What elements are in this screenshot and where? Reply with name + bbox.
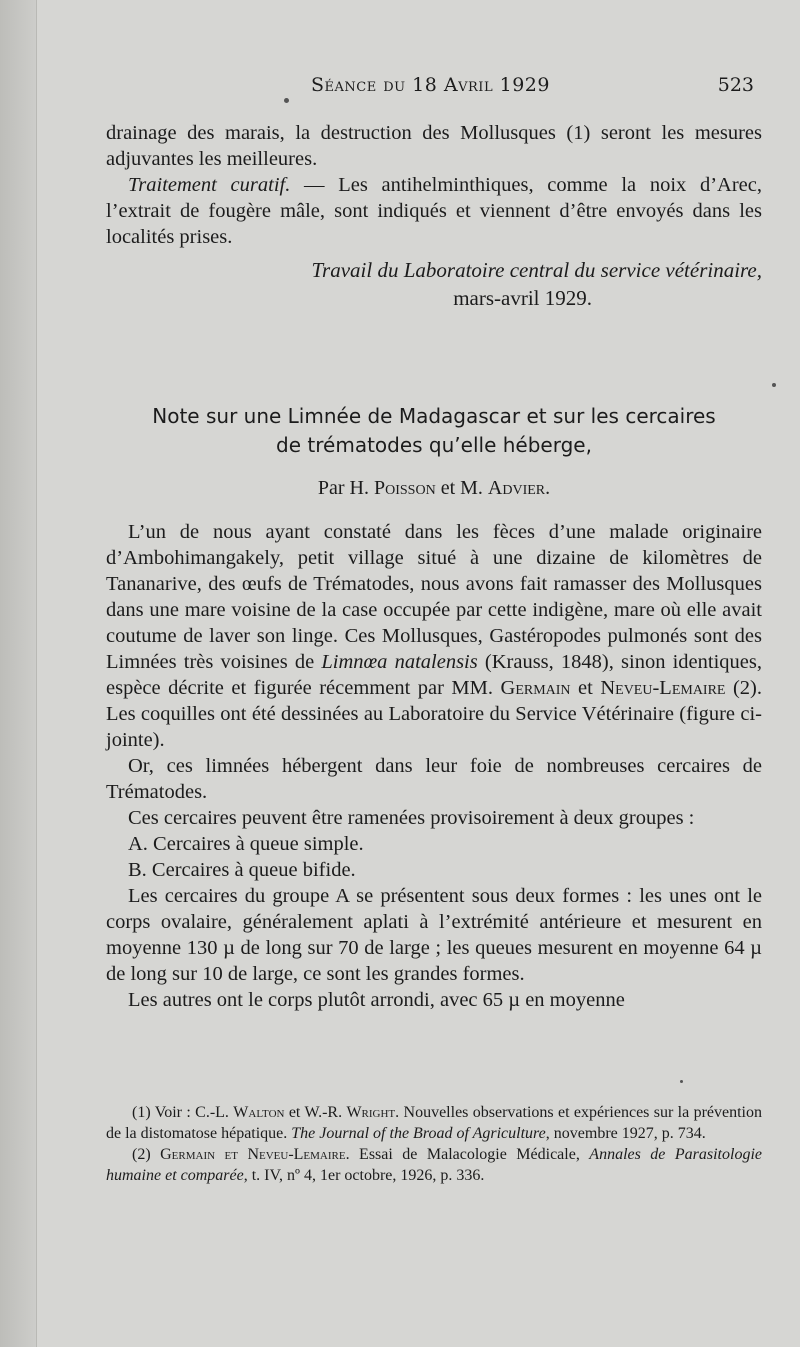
article-authors [106,477,762,500]
group-b-item: B. Cercaires à queue bifide. [128,859,356,881]
treatment-paragraph [106,172,762,250]
running-title-day: 18 [412,74,438,96]
fn2-authors: Germain et Neveu-Lemaire [160,1146,346,1163]
running-title [311,74,550,96]
article-title-line-1: Note sur une Limnée de Madagascar et sur les cercaires [152,404,716,428]
article-title [106,402,762,460]
page-binding-shadow [0,0,36,1347]
group-a-item: A. Cercaires à queue simple. [128,833,364,855]
running-title-prefix: Séance du [311,74,406,96]
p1-text-c: et [570,677,601,699]
ink-speck [284,98,289,103]
fn2-text-a: (2) [132,1146,161,1163]
p1-text-a: L’un de nous ayant constaté dans les fèces d’une malade originaire d’Ambohimangakely, petit village situé à une dizaine de kilomètres de Tananarive, des œufs de Trématodes, nous avons fait ramasser des Mollusques dans une mare voisine de la case occupée par cette indigène, mare où elle avait coutume de laver son linge. Ces Mollusques, Gastéropodes pulmonés sont des Limnées très voisines de [106,521,762,673]
fn2-text-c: , t. IV, nº 4, 1er octobre, 1926, p. 336. [243,1167,485,1184]
fn1-journal: The Journal of the Broad of Agriculture [291,1125,546,1142]
treatment-text: — Les antihelminthiques, comme la noix d’Arec, l’extrait de fougère mâle, sont indiqués et viennent d’être envoyés dans les localités prises. [106,174,763,248]
fn1-text-a: (1) Voir : C.-L. [132,1104,234,1121]
article-title-line-2: de trématodes qu’elle héberge, [276,433,592,457]
author-poisson: Poisson [373,477,436,499]
previous-paragraph-1: drainage des marais, la destruction des Mollusques (1) seront les mesures adjuvantes les meilleures. [106,122,762,170]
p1-text-d: (2). Les coquilles ont été dessinées au Laboratoire du Service Vétérinaire (figure ci-jointe). [106,677,763,751]
article-paragraph-2: Or, ces limnées hébergent dans leur foie de nombreuses cercaires de Trématodes. [106,755,762,803]
footnotes [106,1102,762,1186]
lab-signature-line-1: Travail du Laboratoire central du service vétérinaire, [311,258,762,282]
author-neveu-lemaire: Neveu-Lemaire [600,677,726,699]
fn1-author-wright: Wright [346,1104,396,1121]
authors-mid: et M. [435,477,488,499]
fn1-text-b: et W.-R. [284,1104,347,1121]
authors-prefix: Par H. [317,477,369,499]
previous-article-text [106,120,762,250]
page-header [36,74,800,100]
lab-signature-line-2: mars-avril 1929. [453,286,592,310]
lab-signature [106,256,762,312]
article-paragraph-6: Les cercaires du groupe A se présentent sous deux formes : les unes ont le corps ovalaire, généralement aplati à l’extrémité antérieure et mesurent en moyenne 130 µ de long sur 70 de large ; les queues mesurent en moyenne 64 µ de long sur 10 de large, ce sont les grandes formes. [106,885,762,985]
fn1-text-d: , novembre 1927, p. 734. [545,1125,706,1142]
footnote-1 [106,1102,762,1144]
ink-speck [772,383,776,387]
p1-text-b: (Krauss, 1848), sinon identiques, espèce décrite et figurée récemment par MM. [106,651,763,699]
fn1-text-c: . Nouvelles observations et expériences sur la prévention de la distomatose hépatique. [106,1104,762,1142]
article-paragraph-7: Les autres ont le corps plutôt arrondi, avec 65 µ en moyenne [128,989,625,1011]
footnote-2 [106,1144,762,1186]
fn1-author-walton: Walton [233,1104,285,1121]
page-number: 523 [717,74,754,96]
treatment-label: Traitement curatif. [128,174,291,196]
running-title-year: 1929 [499,74,550,96]
article-body [106,519,762,1013]
author-germain: Germain [500,677,571,699]
authors-suffix: . [545,477,551,499]
article-paragraph-3: Ces cercaires peuvent être ramenées provisoirement à deux groupes : [128,807,695,829]
ink-speck [680,1080,683,1083]
article-paragraph-1 [106,519,762,753]
fn2-text-b: . Essai de Malacologie Médicale, [345,1146,590,1163]
fn2-journal: Annales de Parasitologie humaine et comparée [106,1146,762,1184]
species-name: Limnœa natalensis [321,651,478,673]
running-title-month: Avril [443,74,494,96]
author-advier: Advier [487,477,546,499]
